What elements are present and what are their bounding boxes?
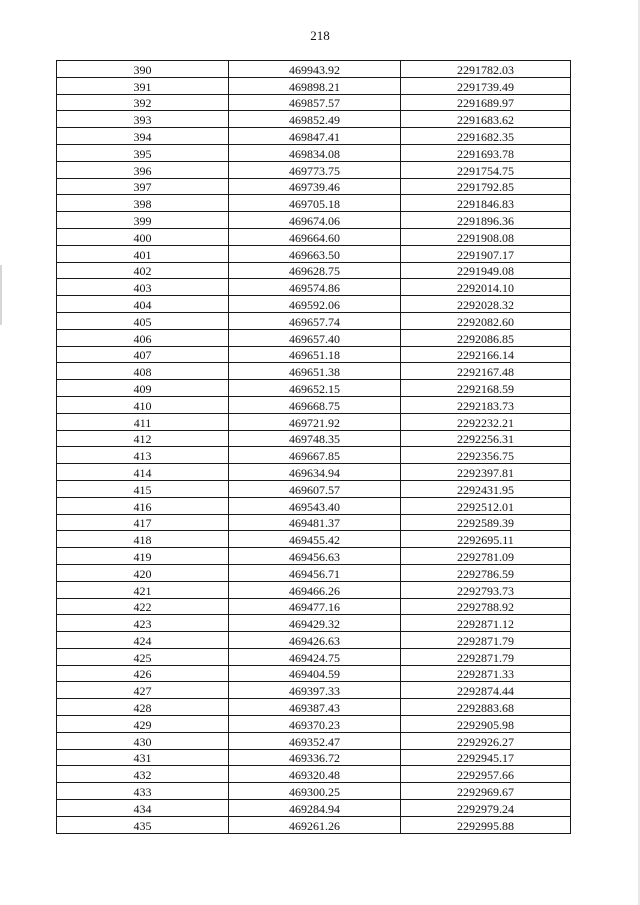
y-coordinate-cell: 2292871.33 [401,665,571,682]
point-number-cell: 411 [57,413,229,430]
table-row [57,716,571,733]
table-row [57,61,571,78]
x-coordinate-cell: 469320.48 [229,766,401,783]
point-number-cell: 425 [57,648,229,665]
table-row [57,262,571,279]
point-number-cell: 419 [57,548,229,565]
x-coordinate-cell: 469397.33 [229,682,401,699]
point-number-cell: 415 [57,480,229,497]
x-coordinate-cell: 469607.57 [229,480,401,497]
x-coordinate-cell: 469592.06 [229,296,401,313]
point-number-cell: 404 [57,296,229,313]
scan-edge-mark [0,265,2,325]
table-row [57,699,571,716]
table-row [57,447,571,464]
y-coordinate-cell: 2292695.11 [401,531,571,548]
x-coordinate-cell: 469429.32 [229,615,401,632]
y-coordinate-cell: 2292883.68 [401,699,571,716]
table-row [57,480,571,497]
page-number: 218 [310,28,330,43]
y-coordinate-cell: 2291896.36 [401,212,571,229]
x-coordinate-cell: 469424.75 [229,648,401,665]
point-number-cell: 406 [57,329,229,346]
table-row [57,212,571,229]
table-row [57,766,571,783]
table-row [57,329,571,346]
point-number-cell: 405 [57,312,229,329]
table-row [57,161,571,178]
y-coordinate-cell: 2292167.48 [401,363,571,380]
y-coordinate-cell: 2291754.75 [401,161,571,178]
point-number-cell: 397 [57,178,229,195]
y-coordinate-cell: 2291782.03 [401,61,571,78]
table-row [57,581,571,598]
table-row [57,816,571,833]
point-number-cell: 407 [57,346,229,363]
point-number-cell: 428 [57,699,229,716]
y-coordinate-cell: 2292788.92 [401,598,571,615]
table-row [57,77,571,94]
table-row [57,346,571,363]
y-coordinate-cell: 2291792.85 [401,178,571,195]
point-number-cell: 393 [57,111,229,128]
point-number-cell: 399 [57,212,229,229]
table-row [57,615,571,632]
point-number-cell: 427 [57,682,229,699]
point-number-cell: 422 [57,598,229,615]
x-coordinate-cell: 469857.57 [229,94,401,111]
x-coordinate-cell: 469739.46 [229,178,401,195]
point-number-cell: 403 [57,279,229,296]
y-coordinate-cell: 2292512.01 [401,497,571,514]
x-coordinate-cell: 469370.23 [229,716,401,733]
table-row [57,682,571,699]
x-coordinate-cell: 469404.59 [229,665,401,682]
point-number-cell: 435 [57,816,229,833]
table-row [57,665,571,682]
coordinate-table [56,60,571,834]
x-coordinate-cell: 469898.21 [229,77,401,94]
point-number-cell: 424 [57,632,229,649]
x-coordinate-cell: 469387.43 [229,699,401,716]
x-coordinate-cell: 469466.26 [229,581,401,598]
point-number-cell: 420 [57,564,229,581]
point-number-cell: 395 [57,144,229,161]
y-coordinate-cell: 2292926.27 [401,732,571,749]
x-coordinate-cell: 469664.60 [229,228,401,245]
x-coordinate-cell: 469657.40 [229,329,401,346]
y-coordinate-cell: 2291739.49 [401,77,571,94]
table-row [57,296,571,313]
point-number-cell: 409 [57,380,229,397]
y-coordinate-cell: 2292397.81 [401,464,571,481]
table-row [57,800,571,817]
point-number-cell: 414 [57,464,229,481]
table-row [57,178,571,195]
y-coordinate-cell: 2292082.60 [401,312,571,329]
point-number-cell: 390 [57,61,229,78]
x-coordinate-cell: 469705.18 [229,195,401,212]
y-coordinate-cell: 2292871.12 [401,615,571,632]
y-coordinate-cell: 2291908.08 [401,228,571,245]
x-coordinate-cell: 469628.75 [229,262,401,279]
y-coordinate-cell: 2292183.73 [401,396,571,413]
x-coordinate-cell: 469634.94 [229,464,401,481]
table-row [57,128,571,145]
y-coordinate-cell: 2292256.31 [401,430,571,447]
x-coordinate-cell: 469834.08 [229,144,401,161]
y-coordinate-cell: 2292166.14 [401,346,571,363]
point-number-cell: 412 [57,430,229,447]
point-number-cell: 429 [57,716,229,733]
y-coordinate-cell: 2292014.10 [401,279,571,296]
table-row [57,228,571,245]
table-row [57,144,571,161]
x-coordinate-cell: 469721.92 [229,413,401,430]
table-row [57,195,571,212]
point-number-cell: 433 [57,783,229,800]
x-coordinate-cell: 469477.16 [229,598,401,615]
x-coordinate-cell: 469657.74 [229,312,401,329]
table-row [57,464,571,481]
y-coordinate-cell: 2291693.78 [401,144,571,161]
coordinate-table-body [57,61,571,834]
x-coordinate-cell: 469456.71 [229,564,401,581]
point-number-cell: 413 [57,447,229,464]
point-number-cell: 430 [57,732,229,749]
x-coordinate-cell: 469748.35 [229,430,401,447]
point-number-cell: 417 [57,514,229,531]
point-number-cell: 432 [57,766,229,783]
x-coordinate-cell: 469668.75 [229,396,401,413]
point-number-cell: 421 [57,581,229,598]
point-number-cell: 396 [57,161,229,178]
y-coordinate-cell: 2292871.79 [401,648,571,665]
y-coordinate-cell: 2292871.79 [401,632,571,649]
x-coordinate-cell: 469651.38 [229,363,401,380]
y-coordinate-cell: 2292168.59 [401,380,571,397]
table-row [57,514,571,531]
y-coordinate-cell: 2292793.73 [401,581,571,598]
y-coordinate-cell: 2292874.44 [401,682,571,699]
y-coordinate-cell: 2291907.17 [401,245,571,262]
point-number-cell: 394 [57,128,229,145]
table-row [57,111,571,128]
table-row [57,497,571,514]
point-number-cell: 400 [57,228,229,245]
x-coordinate-cell: 469284.94 [229,800,401,817]
table-row [57,548,571,565]
x-coordinate-cell: 469652.15 [229,380,401,397]
x-coordinate-cell: 469674.06 [229,212,401,229]
y-coordinate-cell: 2292232.21 [401,413,571,430]
y-coordinate-cell: 2291949.08 [401,262,571,279]
y-coordinate-cell: 2292781.09 [401,548,571,565]
table-row [57,363,571,380]
x-coordinate-cell: 469300.25 [229,783,401,800]
point-number-cell: 426 [57,665,229,682]
point-number-cell: 423 [57,615,229,632]
x-coordinate-cell: 469651.18 [229,346,401,363]
table-row [57,430,571,447]
table-row [57,632,571,649]
y-coordinate-cell: 2292028.32 [401,296,571,313]
table-row [57,749,571,766]
x-coordinate-cell: 469456.63 [229,548,401,565]
table-row [57,783,571,800]
table-row [57,245,571,262]
y-coordinate-cell: 2292957.66 [401,766,571,783]
y-coordinate-cell: 2292431.95 [401,480,571,497]
y-coordinate-cell: 2291682.35 [401,128,571,145]
table-row [57,312,571,329]
y-coordinate-cell: 2292086.85 [401,329,571,346]
point-number-cell: 401 [57,245,229,262]
x-coordinate-cell: 469847.41 [229,128,401,145]
y-coordinate-cell: 2292995.88 [401,816,571,833]
point-number-cell: 391 [57,77,229,94]
table-row [57,648,571,665]
table-row [57,94,571,111]
table-row [57,279,571,296]
point-number-cell: 418 [57,531,229,548]
y-coordinate-cell: 2291683.62 [401,111,571,128]
table-row [57,598,571,615]
point-number-cell: 402 [57,262,229,279]
y-coordinate-cell: 2291689.97 [401,94,571,111]
y-coordinate-cell: 2292979.24 [401,800,571,817]
point-number-cell: 410 [57,396,229,413]
x-coordinate-cell: 469574.86 [229,279,401,296]
x-coordinate-cell: 469663.50 [229,245,401,262]
x-coordinate-cell: 469455.42 [229,531,401,548]
x-coordinate-cell: 469336.72 [229,749,401,766]
table-row [57,531,571,548]
x-coordinate-cell: 469352.47 [229,732,401,749]
y-coordinate-cell: 2292969.67 [401,783,571,800]
x-coordinate-cell: 469773.75 [229,161,401,178]
table-row [57,380,571,397]
y-coordinate-cell: 2292905.98 [401,716,571,733]
point-number-cell: 392 [57,94,229,111]
x-coordinate-cell: 469667.85 [229,447,401,464]
table-row [57,396,571,413]
y-coordinate-cell: 2291846.83 [401,195,571,212]
point-number-cell: 434 [57,800,229,817]
table-row [57,732,571,749]
x-coordinate-cell: 469426.63 [229,632,401,649]
y-coordinate-cell: 2292356.75 [401,447,571,464]
x-coordinate-cell: 469943.92 [229,61,401,78]
y-coordinate-cell: 2292945.17 [401,749,571,766]
x-coordinate-cell: 469852.49 [229,111,401,128]
point-number-cell: 431 [57,749,229,766]
x-coordinate-cell: 469481.37 [229,514,401,531]
y-coordinate-cell: 2292589.39 [401,514,571,531]
point-number-cell: 408 [57,363,229,380]
y-coordinate-cell: 2292786.59 [401,564,571,581]
x-coordinate-cell: 469261.26 [229,816,401,833]
x-coordinate-cell: 469543.40 [229,497,401,514]
table-row [57,413,571,430]
point-number-cell: 416 [57,497,229,514]
point-number-cell: 398 [57,195,229,212]
table-row [57,564,571,581]
